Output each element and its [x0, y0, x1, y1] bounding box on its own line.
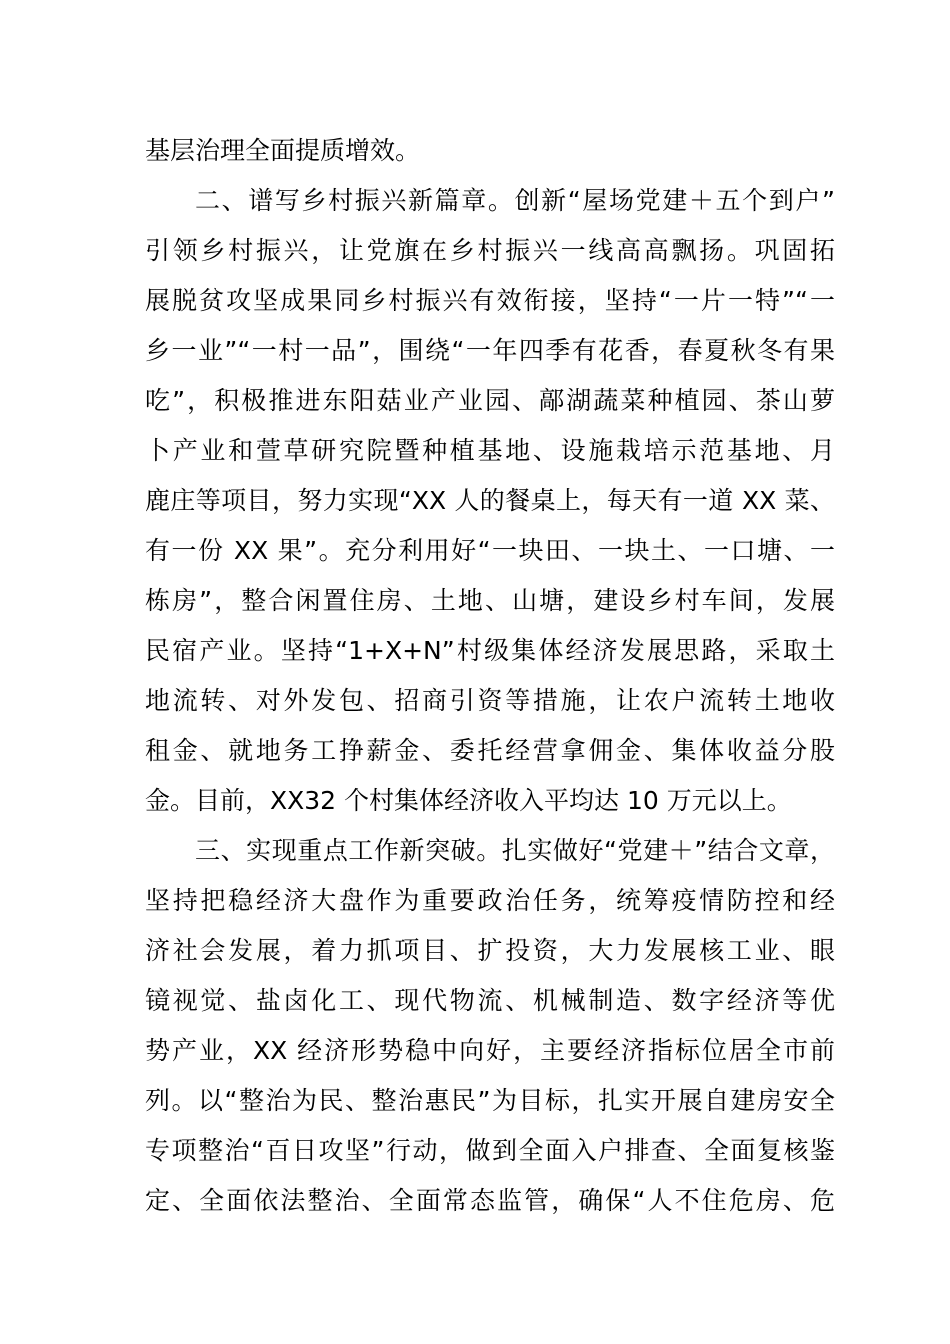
text-line: 鹿庄等项目，努力实现“XX 人的餐桌上，每天有一道 XX 菜、	[145, 486, 835, 515]
text-line: 基层治理全面提质增效。	[145, 136, 421, 165]
text-line: 卜产业和萱草研究院暨种植基地、设施栽培示范基地、月	[145, 436, 835, 465]
text-line: 金。目前，XX32 个村集体经济收入平均达 10 万元以上。	[145, 786, 792, 815]
text-line: 专项整治“百日攻坚”行动，做到全面入户排查、全面复核鉴	[145, 1136, 835, 1165]
text-line: 列。以“整治为民、整治惠民”为目标，扎实开展自建房安全	[145, 1086, 835, 1115]
text-line: 乡一业”“一村一品”，围绕“一年四季有花香，春夏秋冬有果	[145, 336, 835, 365]
text-line: 吃”，积极推进东阳菇业产业园、鄗湖蔬菜种植园、茶山萝	[145, 386, 835, 415]
text-line: 民宿产业。坚持“1+X+N”村级集体经济发展思路，采取土	[145, 636, 835, 665]
text-line: 引领乡村振兴，让党旗在乡村振兴一线高高飘扬。巩固拓	[145, 236, 835, 265]
text-line: 展脱贫攻坚成果同乡村振兴有效衔接，坚持“一片一特”“一	[145, 286, 835, 315]
text-line: 地流转、对外发包、招商引资等措施，让农户流转土地收	[145, 686, 835, 715]
text-line: 坚持把稳经济大盘作为重要政治任务，统筹疫情防控和经	[145, 886, 835, 915]
text-line: 租金、就地务工挣薪金、委托经营拿佣金、集体收益分股	[145, 736, 835, 765]
text-line: 镜视觉、盐卤化工、现代物流、机械制造、数字经济等优	[145, 986, 835, 1015]
text-line: 定、全面依法整治、全面常态监管，确保“人不住危房、危	[145, 1186, 835, 1215]
text-line: 有一份 XX 果”。充分利用好“一块田、一块土、一口塘、一	[145, 536, 835, 565]
text-line: 三、实现重点工作新突破。扎实做好“党建＋”结合文章，	[195, 836, 835, 865]
text-line: 栋房”，整合闲置住房、土地、山塘，建设乡村车间，发展	[145, 586, 835, 615]
document-body	[145, 126, 835, 1226]
text-line: 势产业，XX 经济形势稳中向好，主要经济指标位居全市前	[145, 1036, 835, 1065]
text-line: 济社会发展，着力抓项目、扩投资，大力发展核工业、眼	[145, 936, 835, 965]
text-line: 二、谱写乡村振兴新篇章。创新“屋场党建＋五个到户”	[195, 186, 835, 215]
